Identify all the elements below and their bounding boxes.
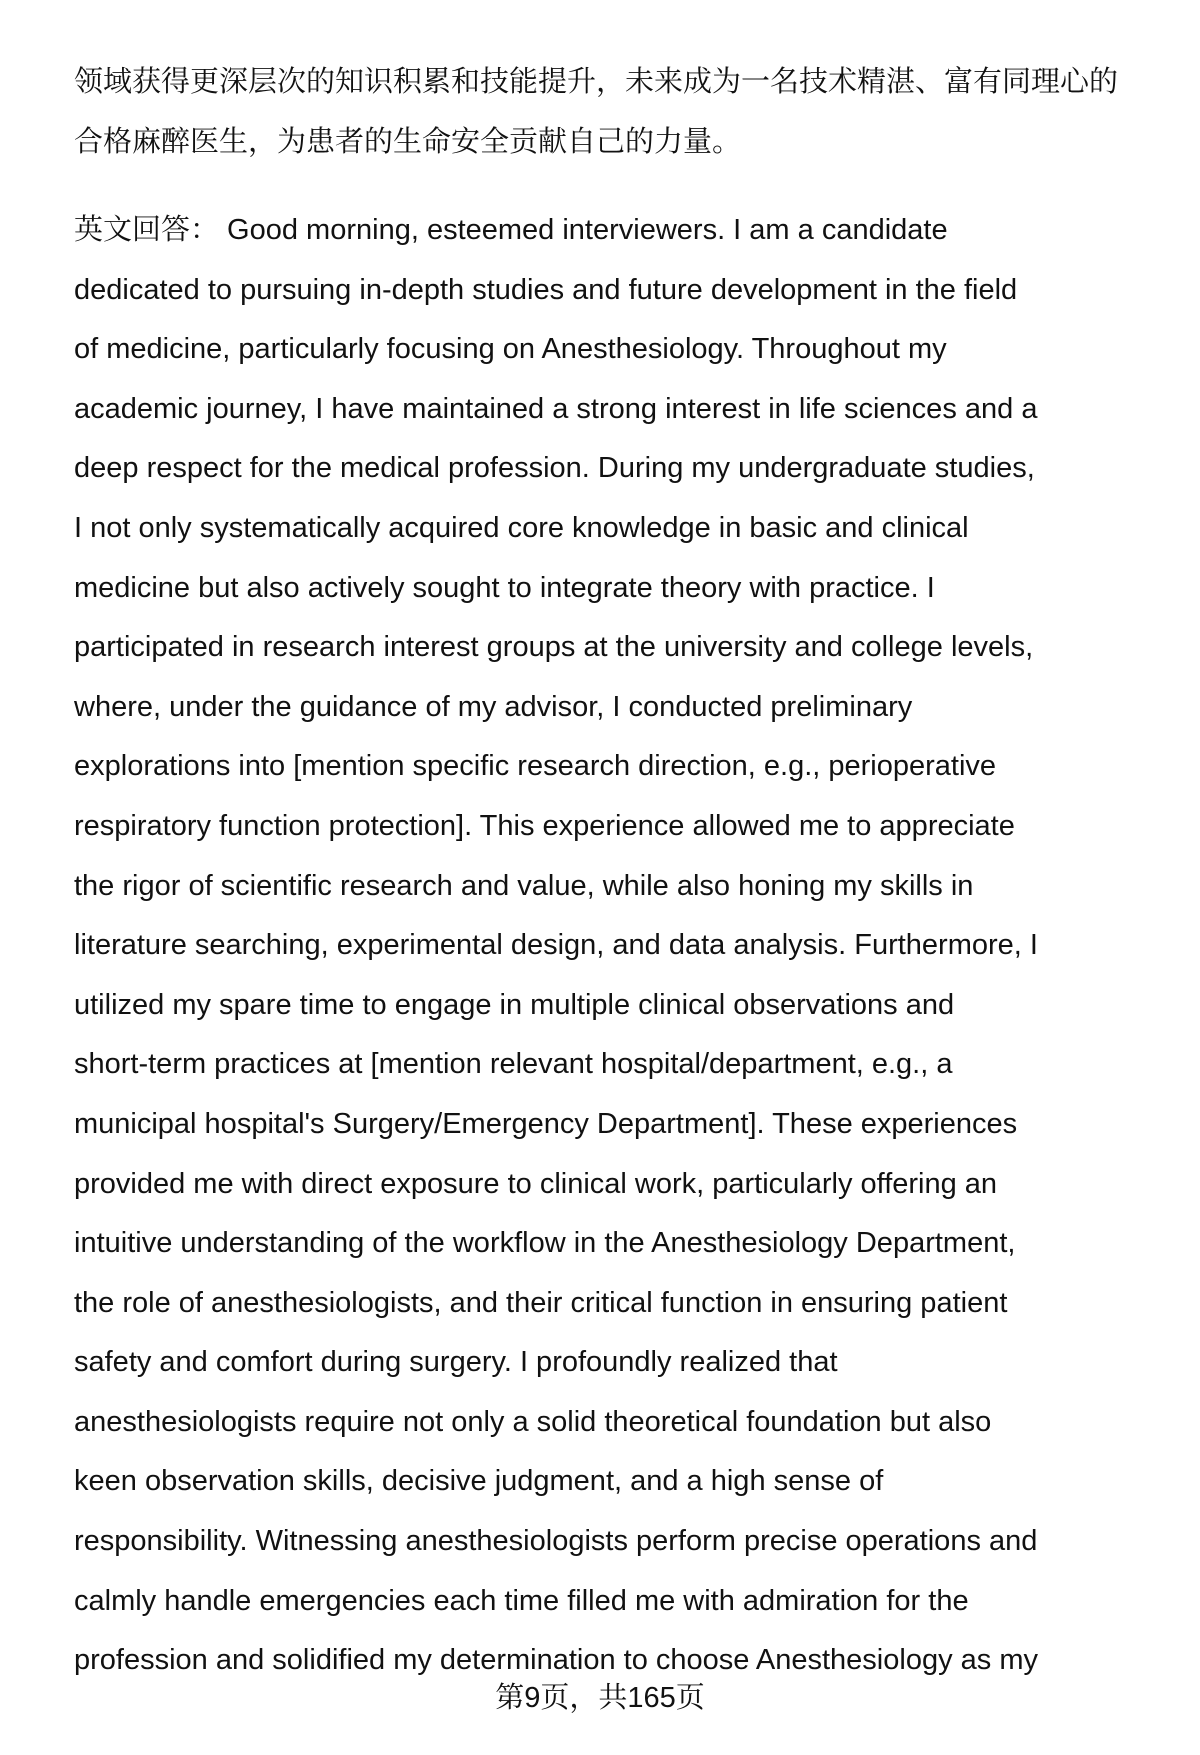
text-line: utilized my spare time to engage in multiple clinical observations and (74, 988, 955, 1021)
text-line: municipal hospital's Surgery/Emergency Department]. These experiences (74, 1107, 1018, 1140)
text-line: safety and comfort during surgery. I profoundly realized that (74, 1346, 838, 1379)
text-line: 合格麻醉医生，为患者的生命安全贡献自己的力量。 (74, 125, 742, 158)
text-line: academic journey, I have maintained a strong interest in life sciences and a (74, 392, 1038, 425)
text-line: I not only systematically acquired core knowledge in basic and clinical (74, 511, 969, 544)
text-line: keen observation skills, decisive judgment, and a high sense of (74, 1465, 884, 1498)
text-line: explorations into [mention specific research direction, e.g., perioperative (74, 750, 997, 783)
text-line: anesthesiologists require not only a solid theoretical foundation but also (74, 1405, 992, 1438)
text-line: 领域获得更深层次的知识积累和技能提升，未来成为一名技术精湛、富有同理心的 (74, 66, 1119, 98)
text-line: medicine but also actively sought to integrate theory with practice. I (74, 571, 935, 604)
text-line: 英文回答： Good morning, esteemed interviewers. I am a candidate (74, 214, 948, 246)
text-line: profession and solidified my determination to choose Anesthesiology as my (74, 1644, 1038, 1677)
text-line: participated in research interest groups at the university and college levels, (74, 631, 1034, 664)
page-number: 第9页，共165页 (495, 1682, 705, 1714)
text-line: provided me with direct exposure to clinical work, particularly offering an (74, 1167, 998, 1200)
chinese-paragraph-tail (74, 53, 1184, 172)
text-line: calmly handle emergencies each time filled me with admiration for the (74, 1584, 969, 1617)
text-line: dedicated to pursuing in-depth studies and future development in the field (74, 273, 1018, 306)
text-line: where, under the guidance of my advisor, I conducted preliminary (74, 690, 913, 723)
text-line: literature searching, experimental design, and data analysis. Furthermore, I (74, 929, 1038, 962)
text-line: of medicine, particularly focusing on Anesthesiology. Throughout my (74, 333, 947, 366)
text-line: the role of anesthesiologists, and their critical function in ensuring patient (74, 1286, 1008, 1319)
text-line: respiratory function protection]. This experience allowed me to appreciate (74, 809, 1015, 842)
text-line: the rigor of scientific research and value, while also honing my skills in (74, 869, 974, 902)
english-answer-paragraph (74, 201, 1184, 1691)
text-line: deep respect for the medical profession. During my undergraduate studies, (74, 452, 1035, 485)
text-line: responsibility. Witnessing anesthesiologists perform precise operations and (74, 1525, 1038, 1558)
text-line: intuitive understanding of the workflow in the Anesthesiology Department, (74, 1227, 1016, 1260)
text-line: short-term practices at [mention relevant hospital/department, e.g., a (74, 1048, 953, 1081)
